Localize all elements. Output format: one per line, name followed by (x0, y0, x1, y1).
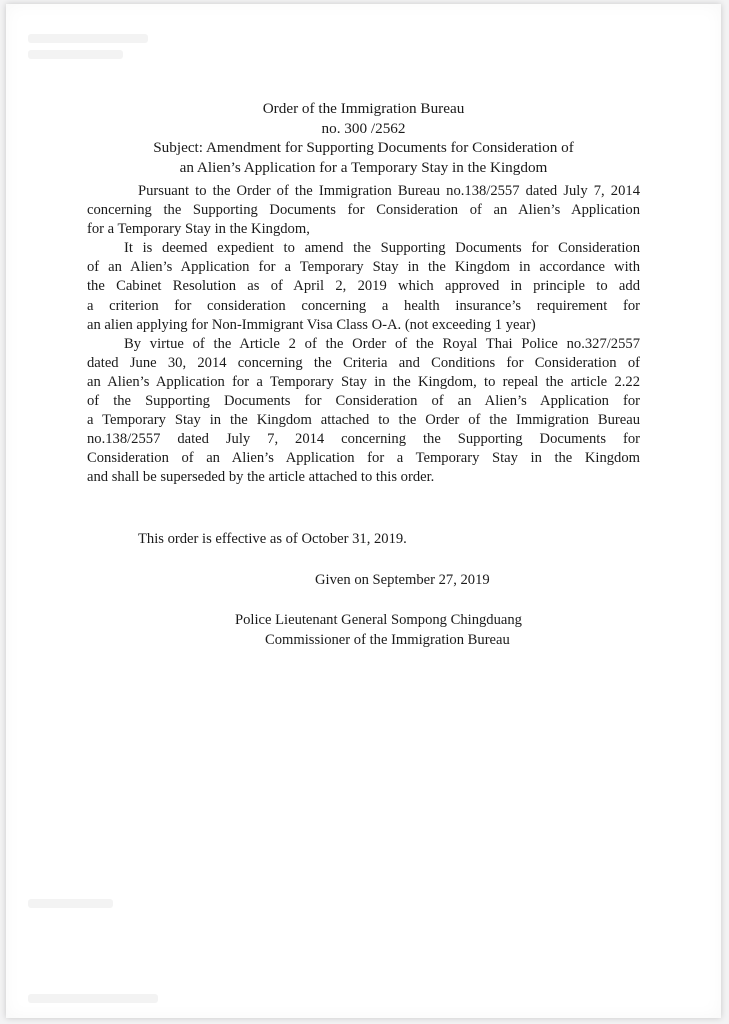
signatory-title: Commissioner of the Immigration Bureau (265, 632, 510, 648)
heading-subject-line-2: an Alien’s Application for a Temporary Stay in the Kingdom (179, 158, 548, 176)
bleed-through-mark (28, 899, 113, 908)
bleed-through-mark (28, 34, 148, 43)
document-page (6, 4, 721, 1018)
paragraph-line: a Temporary Stay in the Kingdom attached to the Order of the Immigration Bureau (87, 412, 640, 429)
paragraph-line: for a Temporary Stay in the Kingdom, (87, 221, 310, 238)
paragraph-line: and shall be superseded by the article attached to this order. (87, 469, 435, 486)
paragraph-line: the Cabinet Resolution as of April 2, 2019 which approved in principle to add (87, 278, 640, 295)
heading-order-number: no. 300 /2562 (321, 119, 406, 137)
paragraph-line: of the Supporting Documents for Consideration of an Alien’s Application for (87, 393, 640, 410)
paragraph-line: no.138/2557 dated July 7, 2014 concerning the Supporting Documents for (87, 431, 640, 448)
paragraph-line: a criterion for consideration concerning a health insurance’s requirement for (87, 297, 640, 314)
paragraph-line: an alien applying for Non-Immigrant Visa Class O-A. (not exceeding 1 year) (87, 316, 536, 333)
document-heading (6, 99, 721, 177)
paragraph-line: concerning the Supporting Documents for Consideration of an Alien’s Application (87, 202, 640, 219)
signatory-name: Police Lieutenant General Sompong Chingduang (235, 612, 522, 628)
bleed-through-mark (28, 994, 158, 1003)
effective-date-statement: This order is effective as of October 31, 2019. (138, 531, 407, 547)
paragraph-line: dated June 30, 2014 concerning the Criteria and Conditions for Consideration of (87, 354, 640, 371)
paragraph-by-virtue (87, 335, 640, 488)
given-date: Given on September 27, 2019 (315, 572, 490, 588)
document-body (87, 182, 640, 488)
paragraph-line: Pursuant to the Order of the Immigration Bureau no.138/2557 dated July 7, 2014 (138, 183, 640, 199)
heading-line-1: Order of the Immigration Bureau (262, 100, 465, 117)
paragraph-line: an Alien’s Application for a Temporary Stay in the Kingdom, to repeal the article 2.22 (87, 373, 640, 390)
heading-subject-line-1: Subject: Amendment for Supporting Documents for Consideration of (153, 139, 574, 156)
paragraph-line: It is deemed expedient to amend the Supporting Documents for Consideration (124, 240, 640, 257)
paragraph-line: By virtue of the Article 2 of the Order of the Royal Thai Police no.327/2557 (124, 335, 640, 352)
paragraph-deemed-expedient (87, 239, 640, 334)
bleed-through-mark (28, 50, 123, 59)
paragraph-line: Consideration of an Alien’s Application for a Temporary Stay in the Kingdom (87, 450, 640, 467)
paragraph-pursuant (87, 182, 640, 239)
paragraph-line: of an Alien’s Application for a Temporary Stay in the Kingdom in accordance with (87, 259, 640, 276)
